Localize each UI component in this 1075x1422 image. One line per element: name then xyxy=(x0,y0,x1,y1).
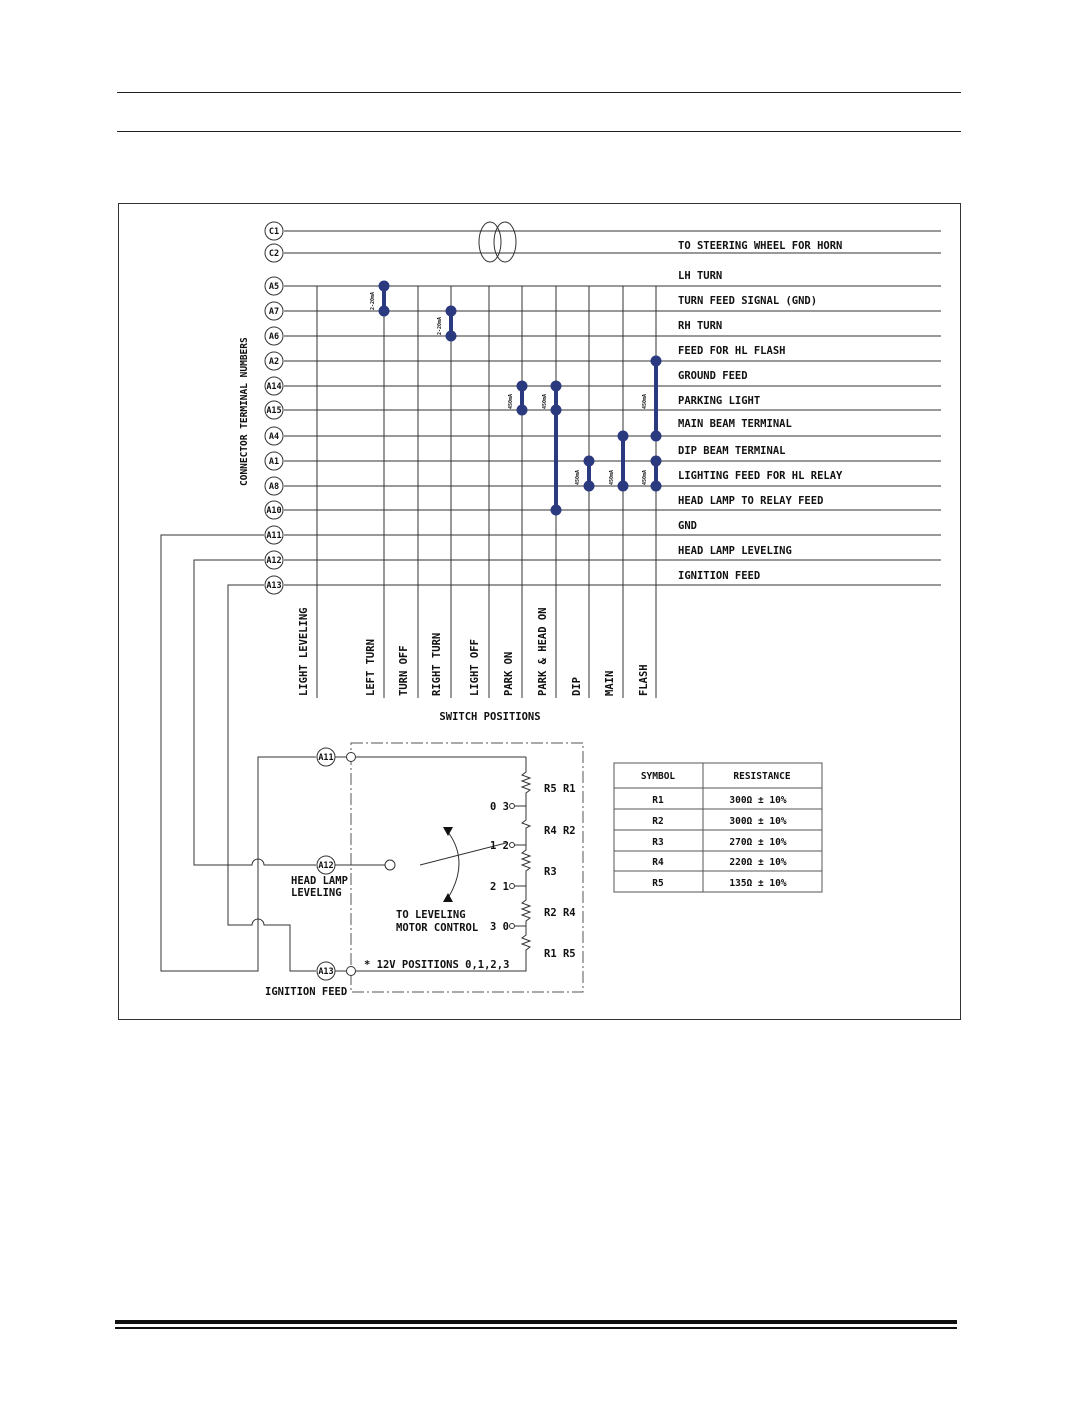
table-header-resistance: RESISTANCE xyxy=(733,771,791,782)
label-a12: HEAD LAMP LEVELING xyxy=(678,545,792,557)
terminal-a10 xyxy=(265,501,283,519)
wire-a12 xyxy=(194,560,264,865)
position-label-light-off: LIGHT OFF xyxy=(469,639,481,696)
position-label-right-turn: RIGHT TURN xyxy=(431,632,443,696)
wire-a12-route xyxy=(194,560,316,865)
current-ratings xyxy=(370,292,648,485)
terminal-a4 xyxy=(265,427,283,445)
label-a14: GROUND FEED xyxy=(678,370,748,382)
svg-text:A4: A4 xyxy=(268,432,280,442)
resistor-chain xyxy=(355,757,530,971)
table-cell-symbol: R4 xyxy=(652,857,664,868)
table-cell-symbol: R5 xyxy=(652,878,664,889)
leveling-node-a13 xyxy=(347,967,356,976)
table-header-symbol: SYMBOL xyxy=(640,771,676,782)
leveling-terminal-a13 xyxy=(317,962,335,980)
contact-right-turn xyxy=(446,306,457,342)
leveling-node-a11 xyxy=(347,753,356,762)
table-cell-resistance: 300Ω ± 10% xyxy=(729,795,787,806)
terminal-a14 xyxy=(265,377,283,395)
horn-coil-right xyxy=(494,222,516,262)
table-cell-resistance: 300Ω ± 10% xyxy=(729,816,787,827)
terminal-a5 xyxy=(265,277,283,295)
position-label-1: 1 2 xyxy=(490,840,509,852)
svg-text:A14: A14 xyxy=(266,382,282,392)
axis-title: CONNECTOR TERMINAL NUMBERS xyxy=(239,337,250,486)
rating-park-on: 450mA xyxy=(508,393,514,409)
switch-positions-title: SWITCH POSITIONS xyxy=(439,711,541,723)
position-label-left-turn: LEFT TURN xyxy=(365,639,377,696)
svg-text:A15: A15 xyxy=(266,406,282,416)
svg-text:A6: A6 xyxy=(268,332,280,342)
terminal-c1 xyxy=(265,222,283,240)
terminal-a11 xyxy=(265,526,283,544)
position-label-flash: FLASH xyxy=(638,664,650,696)
footer-rule-thick xyxy=(115,1320,957,1324)
label-c2: TO STEERING WHEEL FOR HORN xyxy=(678,240,843,252)
position-label-dip: DIP xyxy=(571,677,583,696)
position-label-park-on: PARK ON xyxy=(503,651,515,696)
svg-text:A1: A1 xyxy=(268,457,280,467)
terminal-a15 xyxy=(265,401,283,419)
table-cell-resistance: 220Ω ± 10% xyxy=(729,857,787,868)
svg-text:C2: C2 xyxy=(268,249,280,259)
contact-flash-upper xyxy=(651,356,662,442)
label-a7: TURN FEED SIGNAL (GND) xyxy=(678,295,818,307)
position-label-turn-off: TURN OFF xyxy=(398,645,410,696)
terminal-a13 xyxy=(265,576,283,594)
terminal-labels xyxy=(678,240,843,582)
wiper-pivot xyxy=(385,860,395,870)
position-label-0: 0 3 xyxy=(490,801,509,813)
svg-text:A12: A12 xyxy=(318,861,334,871)
svg-text:A13: A13 xyxy=(318,967,334,977)
position-label-light-leveling: LIGHT LEVELING xyxy=(298,607,310,696)
rating-flash-upper: 450mA xyxy=(642,393,648,409)
label-a13: IGNITION FEED xyxy=(678,570,761,582)
table-cell-symbol: R1 xyxy=(652,795,664,806)
leveling-terminal-a12 xyxy=(317,856,335,874)
terminal-a7 xyxy=(265,302,283,320)
rating-main: 450mA xyxy=(609,469,615,485)
rating-left-turn: 2-20mA xyxy=(370,291,376,310)
tap-contact-1 xyxy=(510,843,515,848)
svg-text:A2: A2 xyxy=(268,357,280,367)
rating-right-turn: 2-20mA xyxy=(437,316,443,335)
head-lamp-leveling-label-2: LEVELING xyxy=(291,887,342,899)
svg-text:C1: C1 xyxy=(268,227,280,237)
contact-dip xyxy=(584,456,595,492)
rating-park-head-on: 450mA xyxy=(542,393,548,409)
positions-note: * 12V POSITIONS 0,1,2,3 xyxy=(364,959,510,971)
leveling-terminal-a11 xyxy=(317,748,335,766)
terminal-a8 xyxy=(265,477,283,495)
wire-a13 xyxy=(228,585,264,925)
terminal-column xyxy=(265,222,283,594)
rating-flash-lower: 450mA xyxy=(642,469,648,485)
svg-text:A7: A7 xyxy=(268,307,280,317)
label-a11: GND xyxy=(678,520,697,532)
svg-text:A12: A12 xyxy=(266,556,282,566)
resistor-label-3: R2 R4 xyxy=(544,907,576,919)
table-cell-resistance: 135Ω ± 10% xyxy=(729,878,787,889)
footer-rule-thin xyxy=(115,1327,957,1329)
position-label-park-head-on: PARK & HEAD ON xyxy=(537,607,549,696)
svg-text:A8: A8 xyxy=(268,482,280,492)
rating-dip: 450mA xyxy=(575,469,581,485)
motor-control-label-1: TO LEVELING xyxy=(396,909,466,921)
label-a1: DIP BEAM TERMINAL xyxy=(678,445,786,457)
label-a2: FEED FOR HL FLASH xyxy=(678,345,786,357)
resistor-label-0: R5 R1 xyxy=(544,783,576,795)
table-cell-symbol: R3 xyxy=(652,837,664,848)
label-a15: PARKING LIGHT xyxy=(678,395,761,407)
label-a5: LH TURN xyxy=(678,270,723,282)
position-label-2: 2 1 xyxy=(490,881,509,893)
terminal-a6 xyxy=(265,327,283,345)
contact-left-turn xyxy=(379,281,390,317)
label-a10: HEAD LAMP TO RELAY FEED xyxy=(678,495,824,507)
svg-text:A10: A10 xyxy=(266,506,282,516)
wire-a11 xyxy=(161,535,316,971)
terminal-c2 xyxy=(265,244,283,262)
head-lamp-leveling-label-1: HEAD LAMP xyxy=(291,875,348,887)
contact-park-on xyxy=(517,381,528,416)
label-a4: MAIN BEAM TERMINAL xyxy=(678,418,792,430)
svg-text:A5: A5 xyxy=(268,282,280,292)
tap-contact-3 xyxy=(510,924,515,929)
resistor-label-4: R1 R5 xyxy=(544,948,576,960)
position-label-3: 3 0 xyxy=(490,921,509,933)
wiper-rotation-arc xyxy=(448,832,459,898)
resistor-label-2: R3 xyxy=(544,866,557,878)
tap-contact-0 xyxy=(510,804,515,809)
arc-arrow-top xyxy=(443,827,453,836)
terminal-a12 xyxy=(265,551,283,569)
table-cell-symbol: R2 xyxy=(652,816,664,827)
table-cell-resistance: 270Ω ± 10% xyxy=(729,837,787,848)
contact-park-head-on xyxy=(551,381,562,516)
tap-contact-2 xyxy=(510,884,515,889)
label-a8: LIGHTING FEED FOR HL RELAY xyxy=(678,470,843,482)
switch-position-labels xyxy=(298,607,650,696)
svg-text:A11: A11 xyxy=(318,753,334,763)
arc-arrow-bottom xyxy=(443,893,453,902)
motor-control-label-2: MOTOR CONTROL xyxy=(396,922,479,934)
resistor-label-1: R4 R2 xyxy=(544,825,576,837)
ignition-feed-label: IGNITION FEED xyxy=(265,986,348,998)
svg-text:A13: A13 xyxy=(266,581,282,591)
terminal-a2 xyxy=(265,352,283,370)
svg-text:A11: A11 xyxy=(266,531,282,541)
terminal-a1 xyxy=(265,452,283,470)
contact-flash-lower xyxy=(651,456,662,492)
label-a6: RH TURN xyxy=(678,320,723,332)
position-label-main: MAIN xyxy=(604,670,616,696)
resistance-table xyxy=(614,763,822,892)
